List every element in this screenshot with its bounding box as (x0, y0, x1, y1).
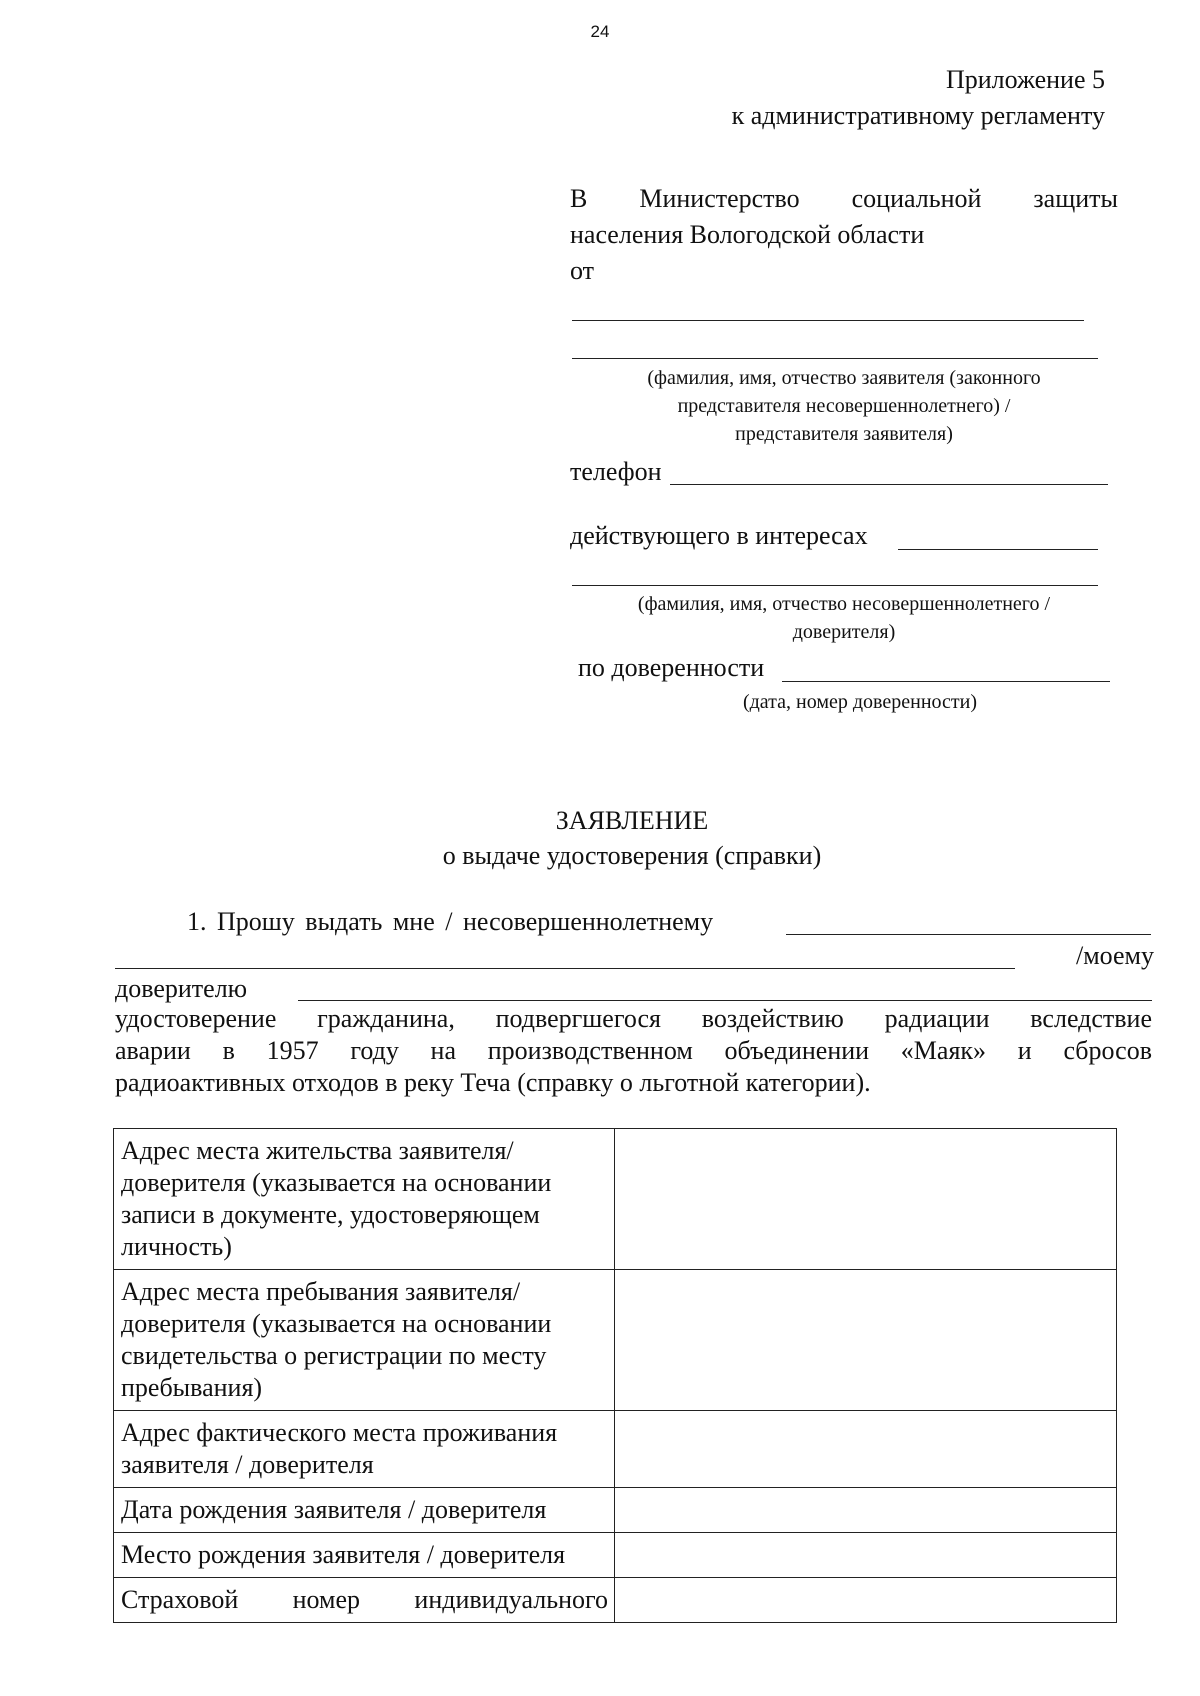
birth-date-label: Дата рождения заявителя / доверителя (114, 1488, 615, 1533)
actual-address-value[interactable] (615, 1411, 1117, 1488)
stay-address-value[interactable] (615, 1270, 1117, 1411)
table-row (114, 1578, 1117, 1623)
table-row (114, 1533, 1117, 1578)
table-row (114, 1129, 1117, 1270)
acting-label: действующего в интересах (570, 521, 868, 550)
applicant-name-hint-2: представителя несовершеннолетнего) / (677, 395, 1011, 417)
insurance-number-value[interactable] (615, 1578, 1117, 1623)
poa-label: по доверенности (578, 653, 765, 682)
birth-place-value[interactable] (615, 1533, 1117, 1578)
trustor-label: доверителю (115, 974, 248, 1003)
poa-hint: (дата, номер доверенности) (742, 691, 978, 713)
from-label: от (570, 256, 595, 285)
birth-date-value[interactable] (615, 1488, 1117, 1533)
residence-address-label: Адрес места жительства заявителя/ доверителя (указывается на основании записи в документе, удостоверяющем личность) (114, 1129, 615, 1270)
stay-address-label: Адрес места пребывания заявителя/ доверителя (указывается на основании свидетельства о регистрации по месту пребывания) (114, 1270, 615, 1411)
document-subtitle: о выдаче удостоверения (справки) (442, 841, 822, 870)
request-text-line-1: удостоверение гражданина, подвергшегося воздействию радиации вследствие (115, 1004, 1152, 1033)
minor-name-line[interactable] (572, 585, 1098, 586)
request-text-line-3: радиоактивных отходов в реку Теча (справку о льготной категории). (115, 1068, 871, 1097)
phone-line[interactable] (670, 484, 1108, 485)
recipient-line[interactable] (115, 968, 1015, 969)
applicant-name-hint-3: представителя заявителя) (735, 423, 953, 445)
page-number: 24 (590, 22, 610, 41)
trustor-line[interactable] (298, 1000, 1152, 1001)
addressee-line-1: В Министерство социальной защиты (570, 184, 1118, 213)
minor-name-hint-2: доверителя) (792, 621, 896, 643)
appendix-subtitle: к административному регламенту (731, 101, 1105, 130)
appendix-title: Приложение 5 (945, 65, 1105, 94)
birth-place-label: Место рождения заявителя / доверителя (114, 1533, 615, 1578)
residence-address-value[interactable] (615, 1129, 1117, 1270)
minor-recipient-line[interactable] (786, 934, 1151, 935)
table-row (114, 1488, 1117, 1533)
minor-name-hint-1: (фамилия, имя, отчество несовершеннолетнего / (637, 593, 1051, 615)
applicant-name-hint-1: (фамилия, имя, отчество заявителя (законного (647, 367, 1041, 389)
addressee-line-2: населения Вологодской области (570, 220, 925, 249)
table-row (114, 1411, 1117, 1488)
applicant-name-line-1[interactable] (572, 320, 1084, 321)
poa-line[interactable] (782, 681, 1110, 682)
my-label: /моему (1076, 941, 1154, 970)
document-title: ЗАЯВЛЕНИЕ (555, 806, 709, 835)
actual-address-label: Адрес фактического места проживания заявителя / доверителя (114, 1411, 615, 1488)
acting-line[interactable] (898, 549, 1098, 550)
request-start: 1. Прошу выдать мне / несовершеннолетнему (187, 907, 714, 936)
request-text-line-2: аварии в 1957 году на производственном объединении «Маяк» и сбросов (115, 1036, 1152, 1065)
applicant-details-table (113, 1128, 1117, 1623)
table-row (114, 1270, 1117, 1411)
insurance-number-label: Страховой номер индивидуального (114, 1578, 615, 1623)
applicant-name-line-2[interactable] (572, 358, 1098, 359)
phone-label: телефон (570, 457, 662, 486)
